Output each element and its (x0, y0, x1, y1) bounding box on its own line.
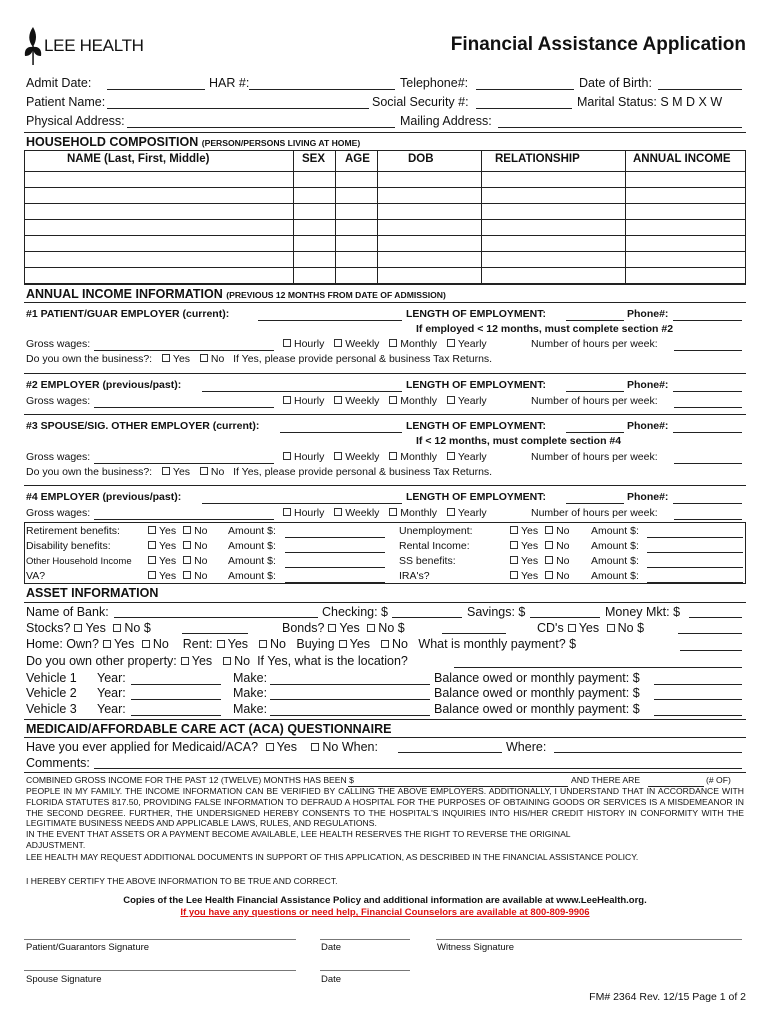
disability-amount-field[interactable] (285, 552, 385, 553)
policy-copies-note: Copies of the Lee Health Financial Assistance Policy and additional information are available at www.LeeHealth.org. (123, 895, 647, 906)
length3-label: LENGTH OF EMPLOYMENT: (406, 420, 546, 432)
unemployment-yes-no[interactable]: Yes No (506, 525, 570, 537)
medicaid-where-field[interactable] (554, 752, 742, 753)
num-of-label: (# OF) (706, 775, 731, 785)
length1-label: LENGTH OF EMPLOYMENT: (406, 308, 546, 320)
make-label: Make: (233, 702, 268, 716)
vehicle2-label: Vehicle 2 (26, 686, 77, 700)
comments-field[interactable] (94, 768, 742, 769)
balance-label: Balance owed or monthly payment: $ (434, 671, 640, 685)
patient-name-field[interactable] (107, 108, 369, 109)
monthly-payment-field[interactable] (680, 650, 742, 651)
bank-label: Name of Bank: (26, 605, 109, 619)
and-there-are: AND THERE ARE (571, 775, 641, 785)
hours2-field[interactable] (674, 407, 742, 408)
admit-date-label: Admit Date: (26, 76, 92, 90)
note-section4: If < 12 months, must complete section #4 (416, 435, 622, 447)
hours3-label: Number of hours per week: (531, 451, 658, 463)
phone4-label: Phone#: (627, 491, 669, 503)
household-row[interactable] (25, 219, 745, 220)
length4-label: LENGTH OF EMPLOYMENT: (406, 491, 546, 503)
household-section-header: HOUSEHOLD COMPOSITION (PERSON/PERSONS LIVING AT HOME) (24, 132, 746, 151)
money-market-label: Money Mkt: $ (605, 605, 681, 619)
phone1-label: Phone#: (627, 308, 669, 320)
pay-frequency-1[interactable]: Hourly Weekly Monthly Yearly (279, 338, 487, 350)
household-table (24, 151, 746, 284)
own-business-1[interactable]: Do you own the business?: Yes No If Yes, please provide personal & business Tax Returns. (26, 353, 493, 365)
dob-label: Date of Birth: (579, 76, 652, 90)
comments-label: Comments: (26, 756, 90, 770)
page-title: Financial Assistance Application (450, 34, 746, 55)
own-business-3[interactable]: Do you own the business?: Yes No If Yes, please provide personal & business Tax Returns. (26, 466, 493, 478)
rental-yes-no[interactable]: Yes No (506, 540, 570, 552)
checking-field[interactable] (392, 617, 462, 618)
combined-income-statement: COMBINED GROSS INCOME FOR THE PAST 12 (TWELVE) MONTHS HAS BEEN $ (26, 775, 354, 785)
money-market-field[interactable] (689, 617, 742, 618)
pay-frequency-2[interactable]: Hourly Weekly Monthly Yearly (279, 395, 487, 407)
amount-label: Amount $: (228, 555, 276, 567)
marital-status[interactable]: Marital Status: S M D X W (577, 95, 723, 109)
income-section-header: ANNUAL INCOME INFORMATION (PREVIOUS 12 MONTHS FROM DATE OF ADMISSION) (24, 284, 746, 303)
other-income-label: Other Household Income (26, 556, 132, 567)
retirement-yes-no[interactable]: Yes No (144, 525, 208, 537)
employer1-label: #1 PATIENT/GUAR EMPLOYER (current): (26, 308, 230, 320)
employer4-label: #4 EMPLOYER (previous/past): (26, 491, 182, 503)
vehicle2-make-field[interactable] (270, 699, 430, 700)
employer3-label: #3 SPOUSE/SIG. OTHER EMPLOYER (current): (26, 420, 260, 432)
make-label: Make: (233, 671, 268, 685)
date-label: Date (321, 974, 342, 985)
hours4-label: Number of hours per week: (531, 507, 658, 519)
ira-yes-no[interactable]: Yes No (506, 570, 570, 582)
household-row[interactable] (25, 251, 745, 252)
cds-row[interactable]: CD's Yes No $ (537, 621, 645, 635)
length3-field[interactable] (566, 432, 624, 433)
medicaid-when-field[interactable] (398, 752, 502, 753)
ss-yes-no[interactable]: Yes No (506, 555, 570, 567)
spouse-signature-line[interactable] (24, 970, 296, 971)
date-label: Date (321, 942, 342, 953)
savings-field[interactable] (530, 617, 600, 618)
checking-label: Checking: $ (322, 605, 389, 619)
bonds-row[interactable]: Bonds? Yes No $ (282, 621, 405, 635)
length1-field[interactable] (566, 320, 624, 321)
col-dob: DOB (408, 153, 434, 165)
amount-label: Amount $: (591, 555, 639, 567)
witness-signature-label: Witness Signature (437, 942, 515, 953)
retirement-label: Retirement benefits: (26, 525, 120, 537)
vehicle3-label: Vehicle 3 (26, 702, 77, 716)
pay-frequency-4[interactable]: Hourly Weekly Monthly Yearly (279, 507, 487, 519)
vehicle3-year-field[interactable] (131, 715, 221, 716)
gross4-label: Gross wages: (26, 507, 91, 519)
balance-label: Balance owed or monthly payment: $ (434, 702, 640, 716)
cds-field[interactable] (678, 633, 742, 634)
vehicle2-balance-field[interactable] (654, 699, 742, 700)
vehicle3-balance-field[interactable] (654, 715, 742, 716)
phone2-label: Phone#: (627, 379, 669, 391)
physical-address-field[interactable] (127, 127, 395, 128)
medicaid-applied-row[interactable]: Have you ever applied for Medicaid/ACA? Yes No When: (26, 740, 378, 754)
amount-label: Amount $: (228, 570, 276, 582)
where-label: Where: (506, 740, 547, 754)
ira-amount-field[interactable] (647, 582, 743, 583)
year-label: Year: (97, 702, 126, 716)
other-property-row[interactable]: Do you own other property: Yes No If Yes, what is the location? (26, 654, 408, 668)
ssn-label: Social Security #: (372, 95, 469, 109)
note-section2: If employed < 12 months, must complete section #2 (416, 323, 674, 335)
disability-yes-no[interactable]: Yes No (144, 540, 208, 552)
mailing-address-field[interactable] (498, 127, 742, 128)
va-yes-no[interactable]: Yes No (144, 570, 208, 582)
year-label: Year: (97, 686, 126, 700)
ss-label: SS benefits: (399, 555, 456, 567)
gross1-label: Gross wages: (26, 338, 91, 350)
disability-label: Disability benefits: (26, 540, 111, 552)
home-row[interactable]: Home: Own? Yes No Rent: Yes No Buying Yes No What is monthly payment? $ (26, 637, 577, 651)
retirement-amount-field[interactable] (285, 537, 385, 538)
stocks-row[interactable]: Stocks? Yes No $ (26, 621, 151, 635)
legal-paragraph: PEOPLE IN MY FAMILY. THE INCOME INFORMATION CAN BE VERIFIED BY CALLING THE ABOVE EMPLOYERS. ADDITIONALLY, I UNDERSTAND THAT IN ACCORDANCE WITH FLORIDA STATUTES 817.50, PROVIDING FALSE INFORMATION TO DEFRAUD A HOSPITAL FOR THE PURPOSES OF OBTAINING GOODS OR SERVICES IS A MISDEMEANOR IN THE SECOND DEGREE. FURTHER, THE UNDERSIGNED HEREBY CONSENTS TO THE HOSPITAL'S INQUIRIES INTO HIS/HER CREDIT HISTORY IN CONFORMITY WITH THE LEGITIMATE BUSINESS NEEDS AND APPLICABLE LAWS, RULES, AND REGULATIONS. (26, 786, 744, 829)
hours1-field[interactable] (674, 350, 742, 351)
hours2-label: Number of hours per week: (531, 395, 658, 407)
medicaid-section-header: MEDICAID/AFFORDABLE CARE ACT (ACA) QUESTIONNAIRE (24, 719, 746, 738)
employer1-field[interactable] (258, 320, 402, 321)
location-field[interactable] (454, 667, 742, 668)
leaf-logo-icon (24, 26, 44, 66)
witness-signature-line[interactable] (436, 939, 742, 940)
other-amount-field[interactable] (285, 567, 385, 568)
col-sex: SEX (302, 153, 326, 165)
amount-label: Amount $: (591, 525, 639, 537)
physical-address-label: Physical Address: (26, 114, 125, 128)
dob-field[interactable] (658, 89, 742, 90)
balance-label: Balance owed or monthly payment: $ (434, 686, 640, 700)
help-phone-link[interactable]: If you have any questions or need help, Financial Counselors are available at 800-809-9906 (180, 907, 590, 918)
spouse-signature-label: Spouse Signature (26, 974, 102, 985)
phone4-field[interactable] (673, 503, 742, 504)
ira-label: IRA's? (399, 570, 430, 582)
col-name: NAME (Last, First, Middle) (67, 153, 210, 165)
form-number: FM# 2364 Rev. 12/15 Page 1 of 2 (589, 991, 746, 1003)
gross3-field[interactable] (94, 463, 274, 464)
phone3-field[interactable] (673, 432, 742, 433)
gross4-field[interactable] (94, 519, 274, 520)
legal-reverse-statement: IN THE EVENT THAT ASSETS OR A PAYMENT BECOME AVAILABLE, LEE HEALTH RESERVES THE RIGHT TO REVERSE THE ORIGINAL ADJUSTMENT. (26, 829, 571, 850)
gross3-label: Gross wages: (26, 451, 91, 463)
other-yes-no[interactable]: Yes No (144, 555, 208, 567)
hours4-field[interactable] (674, 519, 742, 520)
amount-label: Amount $: (228, 525, 276, 537)
telephone-label: Telephone#: (400, 76, 469, 90)
household-row[interactable] (25, 203, 745, 204)
patient-signature-label: Patient/Guarantors Signature (26, 942, 150, 953)
employer2-label: #2 EMPLOYER (previous/past): (26, 379, 182, 391)
stocks-field[interactable] (182, 633, 248, 634)
vehicle1-year-field[interactable] (131, 684, 221, 685)
phone3-label: Phone#: (627, 420, 669, 432)
phone1-field[interactable] (673, 320, 742, 321)
va-label: VA? (26, 570, 46, 582)
year-label: Year: (97, 671, 126, 685)
gross1-field[interactable] (94, 350, 274, 351)
logo-text: LEE HEALTH (44, 36, 144, 55)
benefits-box (24, 522, 746, 584)
vehicle3-make-field[interactable] (270, 715, 430, 716)
hours3-field[interactable] (674, 463, 742, 464)
asset-section-header: ASSET INFORMATION (24, 584, 746, 603)
make-label: Make: (233, 686, 268, 700)
gross2-label: Gross wages: (26, 395, 91, 407)
unemployment-amount-field[interactable] (647, 537, 743, 538)
vehicle1-balance-field[interactable] (654, 684, 742, 685)
bonds-field[interactable] (442, 633, 506, 634)
employer4-field[interactable] (202, 503, 402, 504)
gross2-field[interactable] (94, 407, 274, 408)
patient-signature-line[interactable] (24, 939, 296, 940)
mailing-address-label: Mailing Address: (400, 114, 492, 128)
amount-label: Amount $: (591, 540, 639, 552)
col-age: AGE (345, 153, 370, 165)
unemployment-label: Unemployment: (399, 525, 473, 537)
vehicle1-label: Vehicle 1 (26, 671, 77, 685)
telephone-field[interactable] (476, 89, 574, 90)
va-amount-field[interactable] (285, 582, 385, 583)
legal-certify-statement: I HEREBY CERTIFY THE ABOVE INFORMATION TO BE TRUE AND CORRECT. (26, 876, 338, 886)
amount-label: Amount $: (591, 570, 639, 582)
phone2-field[interactable] (673, 391, 742, 392)
date-line-2[interactable] (320, 970, 410, 971)
rental-label: Rental Income: (399, 540, 470, 552)
employer2-field[interactable] (202, 391, 402, 392)
ssn-field[interactable] (476, 108, 572, 109)
col-relationship: RELATIONSHIP (495, 153, 580, 165)
length2-label: LENGTH OF EMPLOYMENT: (406, 379, 546, 391)
employer3-field[interactable] (280, 432, 402, 433)
bank-field[interactable] (114, 617, 318, 618)
date-line-1[interactable] (320, 939, 410, 940)
household-row[interactable] (25, 267, 745, 268)
household-row[interactable] (25, 187, 745, 188)
vehicle1-make-field[interactable] (270, 684, 430, 685)
vehicle2-year-field[interactable] (131, 699, 221, 700)
amount-label: Amount $: (228, 540, 276, 552)
har-field[interactable] (249, 89, 395, 90)
col-annual-income: ANNUAL INCOME (633, 153, 731, 165)
pay-frequency-3[interactable]: Hourly Weekly Monthly Yearly (279, 451, 487, 463)
length2-field[interactable] (566, 391, 624, 392)
har-label: HAR #: (209, 76, 250, 90)
legal-documents-statement: LEE HEALTH MAY REQUEST ADDITIONAL DOCUMENTS IN SUPPORT OF THIS APPLICATION, AS DESCRIBED IN THE FINANCIAL ASSISTANCE POLICY. (26, 852, 639, 862)
admit-date-field[interactable] (107, 89, 205, 90)
length4-field[interactable] (566, 503, 624, 504)
hours1-label: Number of hours per week: (531, 338, 658, 350)
ss-amount-field[interactable] (647, 567, 743, 568)
savings-label: Savings: $ (467, 605, 526, 619)
household-row[interactable] (25, 235, 745, 236)
rental-amount-field[interactable] (647, 552, 743, 553)
patient-name-label: Patient Name: (26, 95, 106, 109)
